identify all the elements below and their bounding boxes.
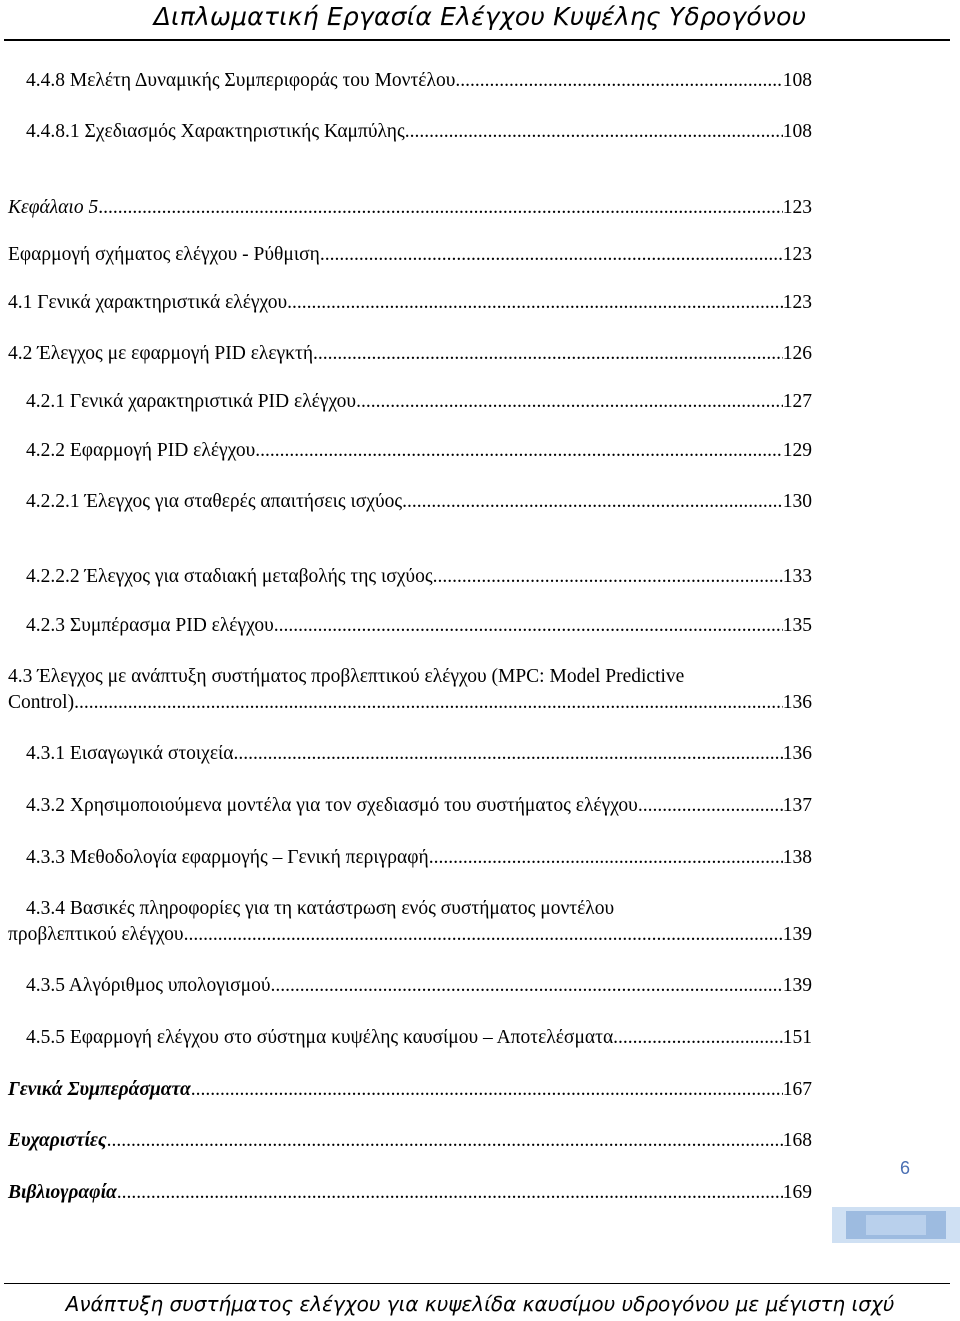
toc-entry-title: Κεφάλαιο 5 [8,197,99,218]
toc-entry-acknowledgements[interactable] [8,1128,812,1154]
footer-rule [4,1283,950,1284]
toc-entry-page: 167 [782,1079,812,1100]
toc-entry-4-2-3[interactable] [26,613,812,639]
toc-entry-chapter-5[interactable] [8,195,812,221]
page-number: 6 [899,1158,910,1178]
toc-entry-4-3-4[interactable] [8,896,812,948]
toc-entry-title: 4.2.2.2 Έλεγχος για σταδιακή μεταβολής της ισχύος [26,566,433,587]
toc-entry-title: 4.1 Γενικά χαρακτηριστικά ελέγχου [8,292,288,313]
toc-entry-title: 4.3 Έλεγχος με ανάπτυξη συστήματος προβλεπτικού ελέγχου (MPC: Model Predictive [8,666,685,687]
toc-entry-title-continued: προβλεπτικού ελέγχου [8,924,184,945]
toc-entry-4-4-8[interactable] [26,68,812,94]
toc-entry-title: 4.3.1 Εισαγωγικά στοιχεία [26,743,234,764]
toc-entry-page: 169 [782,1182,812,1203]
toc-entry-title: 4.3.2 Χρησιμοποιούμενα μοντέλα για τον σχεδιασμό του συστήματος ελέγχου [26,795,638,816]
toc-entry-page: 108 [782,121,812,142]
toc-entry-4-2[interactable] [8,341,812,367]
toc-entry-title: 4.5.5 Εφαρμογή ελέγχου στο σύστημα κυψέλης καυσίμου – Αποτελέσματα [26,1027,614,1048]
toc-entry-4-1[interactable] [8,290,812,316]
toc-entry-page: 123 [782,292,812,313]
toc-entry-page: 135 [782,615,812,636]
toc-entry-page: 139 [782,924,812,945]
toc-entry-title: Εφαρμογή σχήματος ελέγχου - Ρύθμιση [8,244,320,265]
toc-entry-page: 133 [782,566,812,587]
toc-entry-4-3[interactable] [8,664,812,716]
toc-entry-title: 4.2.1 Γενικά χαρακτηριστικά PID ελέγχου [26,391,357,412]
toc-entry-4-3-5[interactable] [26,973,812,999]
toc-entry-title: 4.3.5 Αλγόριθμος υπολογισμού [26,975,271,996]
toc-entry-4-4-8-1[interactable] [26,119,812,145]
toc-entry-title: 4.4.8.1 Σχεδιασμός Χαρακτηριστικής Καμπύλης [26,121,405,142]
toc-entry-chapter-5-title[interactable] [8,242,812,268]
toc-entry-page: 136 [782,743,812,764]
toc-entry-page: 129 [782,440,812,461]
running-header: Διπλωματική Εργασία Ελέγχου Κυψέλης Υδρογόνου [153,2,807,31]
page-corner-decoration [832,1203,960,1247]
toc-entry-title: 4.3.4 Βασικές πληροφορίες για τη κατάστρωση ενός συστήματος μοντέλου [26,898,615,919]
toc-entry-page: 151 [782,1027,812,1048]
toc-entry-page: 123 [782,244,812,265]
toc-entry-title: 4.3.3 Μεθοδολογία εφαρμογής – Γενική περιγραφή [26,847,429,868]
toc-entry-page: 127 [782,391,812,412]
toc-entry-title-continued: Control) [8,692,75,713]
toc-entry-title: Ευχαριστίες [8,1130,107,1151]
toc-entry-title: 4.2.3 Συμπέρασμα PID ελέγχου [26,615,274,636]
toc-entry-4-5-5[interactable] [26,1025,812,1051]
toc-entry-page: 136 [782,692,812,713]
toc-entry-title: 4.2.2 Εφαρμογή PID ελέγχου [26,440,256,461]
toc-entry-page: 126 [782,343,812,364]
toc-entry-page: 108 [782,70,812,91]
toc-entry-page: 130 [782,491,812,512]
toc-entry-4-3-1[interactable] [26,741,812,767]
toc-entry-page: 137 [782,795,812,816]
toc-entry-title: 4.4.8 Μελέτη Δυναμικής Συμπεριφοράς του Μοντέλου [26,70,456,91]
toc-entry-page: 138 [782,847,812,868]
toc-entry-4-2-2-2[interactable] [26,564,812,590]
toc-entry-title: Βιβλιογραφία [8,1182,117,1203]
running-footer: Ανάπτυξη συστήματος ελέγχου για κυψελίδα καυσίμου υδρογόνου με μέγιστη ισχύ [65,1292,895,1316]
toc-entry-4-2-2[interactable] [26,438,812,464]
toc-entry-title: 4.2.2.1 Έλεγχος για σταθερές απαιτήσεις ισχύος [26,491,403,512]
toc-entry-page: 168 [782,1130,812,1151]
toc-entry-title: 4.2 Έλεγχος με εφαρμογή PID ελεγκτή [8,343,314,364]
toc-entry-bibliography[interactable] [8,1180,812,1206]
toc-entry-page: 139 [782,975,812,996]
toc-entry-page: 123 [782,197,812,218]
toc-entry-conclusions[interactable] [8,1077,812,1103]
toc-entry-4-3-3[interactable] [26,845,812,871]
toc-entry-4-3-2[interactable] [26,793,812,819]
toc-entry-4-2-1[interactable] [26,389,812,415]
toc-entry-title: Γενικά Συμπεράσματα [8,1079,191,1100]
toc-entry-4-2-2-1[interactable] [26,489,812,515]
